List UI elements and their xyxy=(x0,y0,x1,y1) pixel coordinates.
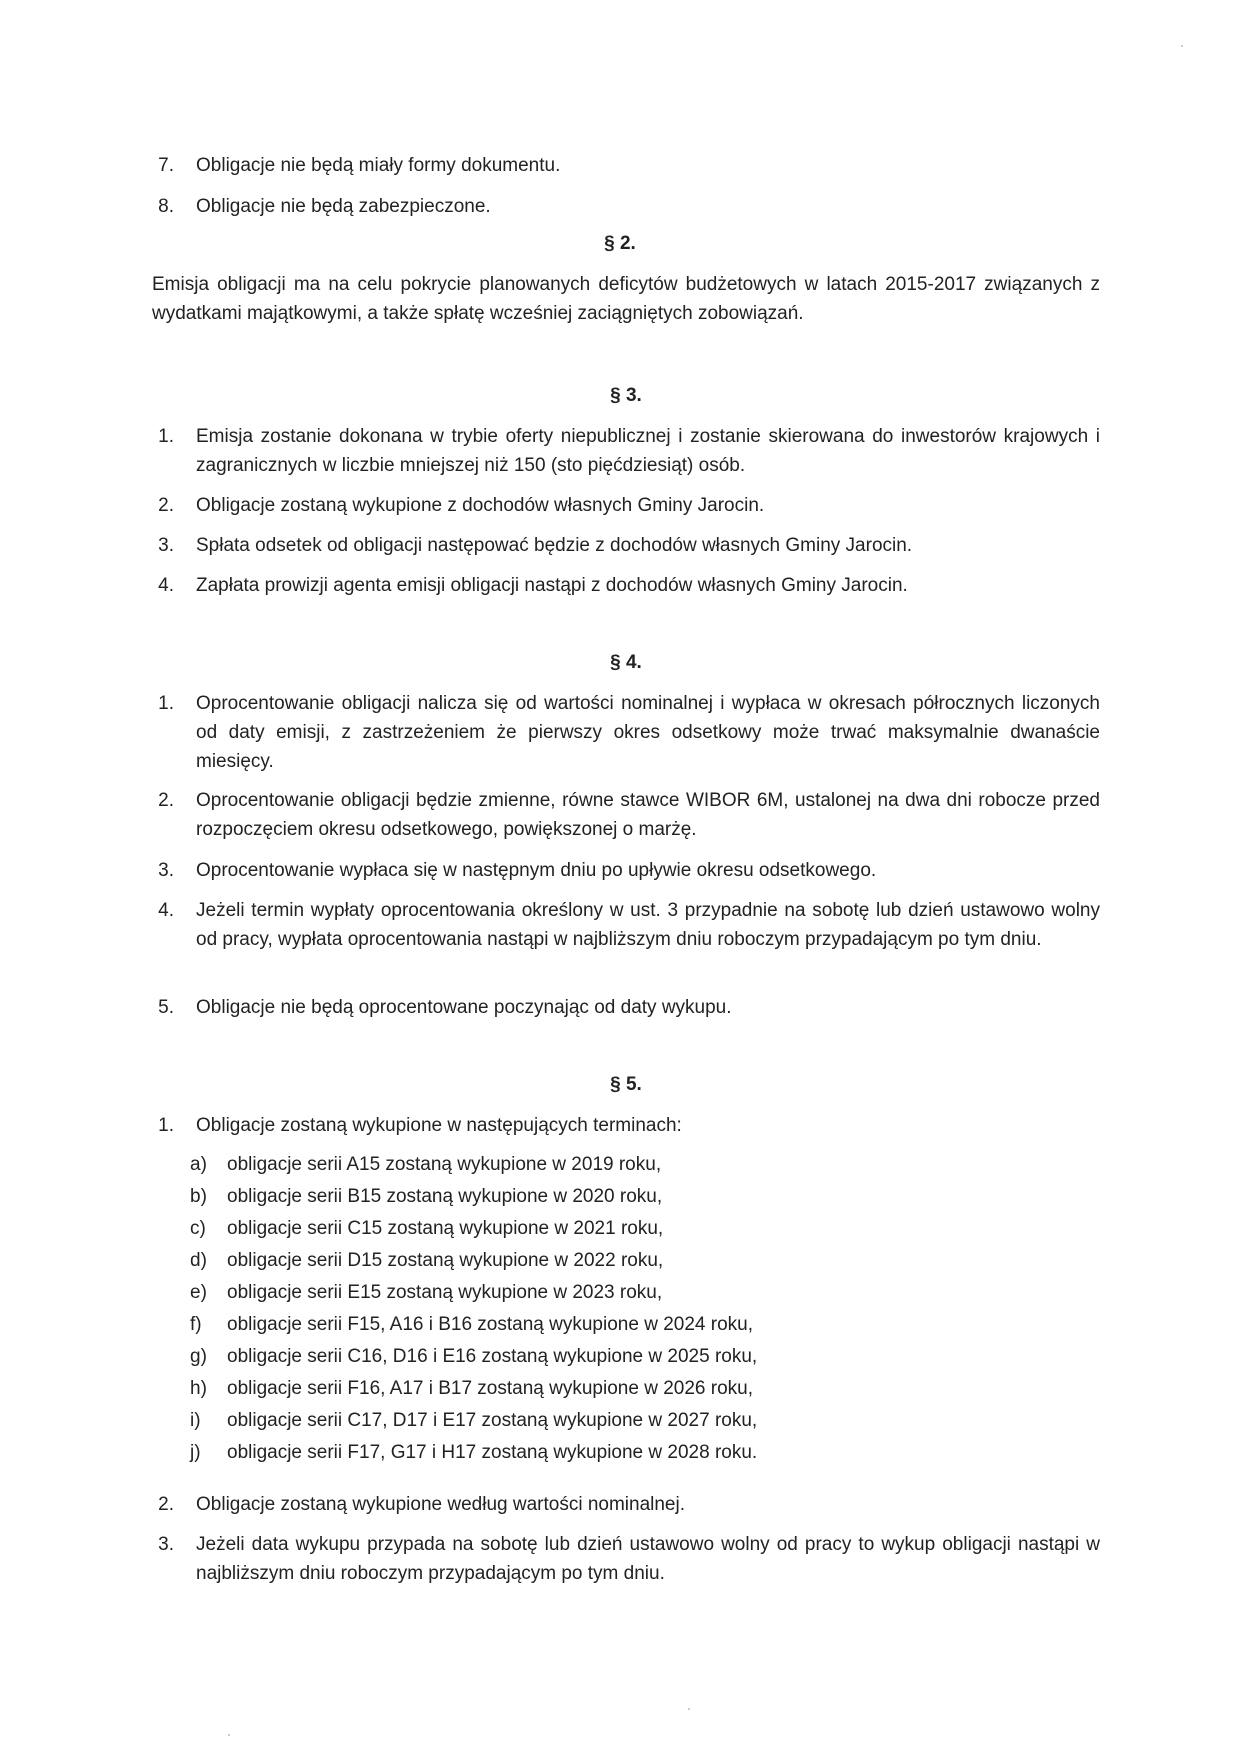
sublist-item-letter: j) xyxy=(190,1442,201,1463)
sublist-item-text: obligacje serii E15 zostaną wykupione w 2023 roku, xyxy=(227,1282,663,1303)
sublist-item-letter: h) xyxy=(190,1378,207,1399)
sublist-item-letter: a) xyxy=(190,1154,207,1175)
list-item-text: Obligacje zostaną wykupione w następujących terminach: xyxy=(196,1115,682,1136)
scan-speck xyxy=(228,1734,230,1736)
sublist-item-text: obligacje serii C16, D16 i E16 zostaną wykupione w 2025 roku, xyxy=(227,1346,758,1367)
section-heading: § 5. xyxy=(610,1074,642,1095)
list-item-number: 7. xyxy=(158,155,174,176)
section-heading: § 2. xyxy=(604,233,636,254)
sublist-item-letter: d) xyxy=(190,1250,207,1271)
list-item-number: 8. xyxy=(158,196,174,217)
sublist-item-text: obligacje serii D15 zostaną wykupione w 2022 roku, xyxy=(227,1250,664,1271)
scan-speck xyxy=(1181,45,1183,47)
list-item-text: Oprocentowanie obligacji będzie zmienne, równe stawce WIBOR 6M, ustalonej na dwa dni robocze przed rozpoczęciem okresu odsetkowego, powiększonej o marżę. xyxy=(196,790,1100,840)
sublist-item-text: obligacje serii A15 zostaną wykupione w 2019 roku, xyxy=(227,1154,662,1175)
list-item-text: Jeżeli data wykupu przypada na sobotę lub dzień ustawowo wolny od pracy to wykup obligacji nastąpi w najbliższym dniu roboczym przypadającym po tym dniu. xyxy=(196,1534,1100,1584)
sublist-item-text: obligacje serii B15 zostaną wykupione w 2020 roku, xyxy=(227,1186,663,1207)
list-item-number: 1. xyxy=(158,1115,174,1136)
list-item-number: 1. xyxy=(158,426,174,447)
list-item-number: 5. xyxy=(158,997,174,1018)
list-item-text: Emisja zostanie dokonana w trybie oferty niepublicznej i zostanie skierowana do inwestorów krajowych i zagranicznych w liczbie mniejszej niż 150 (sto pięćdziesiąt) osób. xyxy=(196,426,1100,476)
scan-speck xyxy=(688,1708,690,1710)
section-heading: § 3. xyxy=(610,385,642,406)
sublist-item-text: obligacje serii F16, A17 i B17 zostaną wykupione w 2026 roku, xyxy=(227,1378,753,1399)
sublist-item-letter: f) xyxy=(190,1314,202,1335)
list-item-text: Spłata odsetek od obligacji następować będzie z dochodów własnych Gminy Jarocin. xyxy=(196,535,913,556)
list-item-text: Oprocentowanie wypłaca się w następnym dniu po upływie okresu odsetkowego. xyxy=(196,860,877,881)
sublist-item-letter: b) xyxy=(190,1186,207,1207)
list-item-text: Obligacje nie będą oprocentowane poczynając od daty wykupu. xyxy=(196,997,732,1018)
list-item-number: 3. xyxy=(158,535,174,556)
list-item-number: 2. xyxy=(158,495,174,516)
sublist-item-letter: c) xyxy=(190,1218,206,1239)
list-item-text: Obligacje zostaną wykupione według wartości nominalnej. xyxy=(196,1494,685,1515)
list-item-number: 4. xyxy=(158,575,174,596)
list-item-number: 2. xyxy=(158,1494,174,1515)
list-item-number: 4. xyxy=(158,900,174,921)
sublist-item-letter: g) xyxy=(190,1346,207,1367)
list-item-text: Oprocentowanie obligacji nalicza się od wartości nominalnej i wypłaca w okresach półrocznych liczonych od daty emisji, z zastrzeżeniem że pierwszy okres odsetkowy może trwać maksymalnie dwanaście miesięcy. xyxy=(196,693,1100,772)
section-paragraph: Emisja obligacji ma na celu pokrycie planowanych deficytów budżetowych w latach 2015-2017 związanych z wydatkami majątkowymi, a także spłatę wcześniej zaciągniętych zobowiązań. xyxy=(152,274,1100,324)
list-item-text: Obligacje nie będą zabezpieczone. xyxy=(196,196,491,217)
list-item-number: 3. xyxy=(158,1534,174,1555)
list-item-text: Zapłata prowizji agenta emisji obligacji nastąpi z dochodów własnych Gminy Jarocin. xyxy=(196,575,908,596)
list-item-number: 1. xyxy=(158,693,174,714)
sublist-item-letter: e) xyxy=(190,1282,207,1303)
list-item-text: Obligacje zostaną wykupione z dochodów własnych Gminy Jarocin. xyxy=(196,495,765,516)
sublist-item-text: obligacje serii C17, D17 i E17 zostaną wykupione w 2027 roku, xyxy=(227,1410,758,1431)
sublist-item-letter: i) xyxy=(190,1410,201,1431)
sublist-item-text: obligacje serii F15, A16 i B16 zostaną wykupione w 2024 roku, xyxy=(227,1314,753,1335)
sublist-item-text: obligacje serii F17, G17 i H17 zostaną wykupione w 2028 roku. xyxy=(227,1442,758,1463)
section-heading: § 4. xyxy=(610,652,642,673)
list-item-number: 2. xyxy=(158,790,174,811)
sublist-item-text: obligacje serii C15 zostaną wykupione w 2021 roku, xyxy=(227,1218,664,1239)
list-item-text: Obligacje nie będą miały formy dokumentu. xyxy=(196,155,561,176)
list-item-text: Jeżeli termin wypłaty oprocentowania określony w ust. 3 przypadnie na sobotę lub dzień ustawowo wolny od pracy, wypłata oprocentowania nastąpi w najbliższym dniu roboczym przypadającym po tym dniu. xyxy=(196,900,1100,950)
list-item-number: 3. xyxy=(158,860,174,881)
